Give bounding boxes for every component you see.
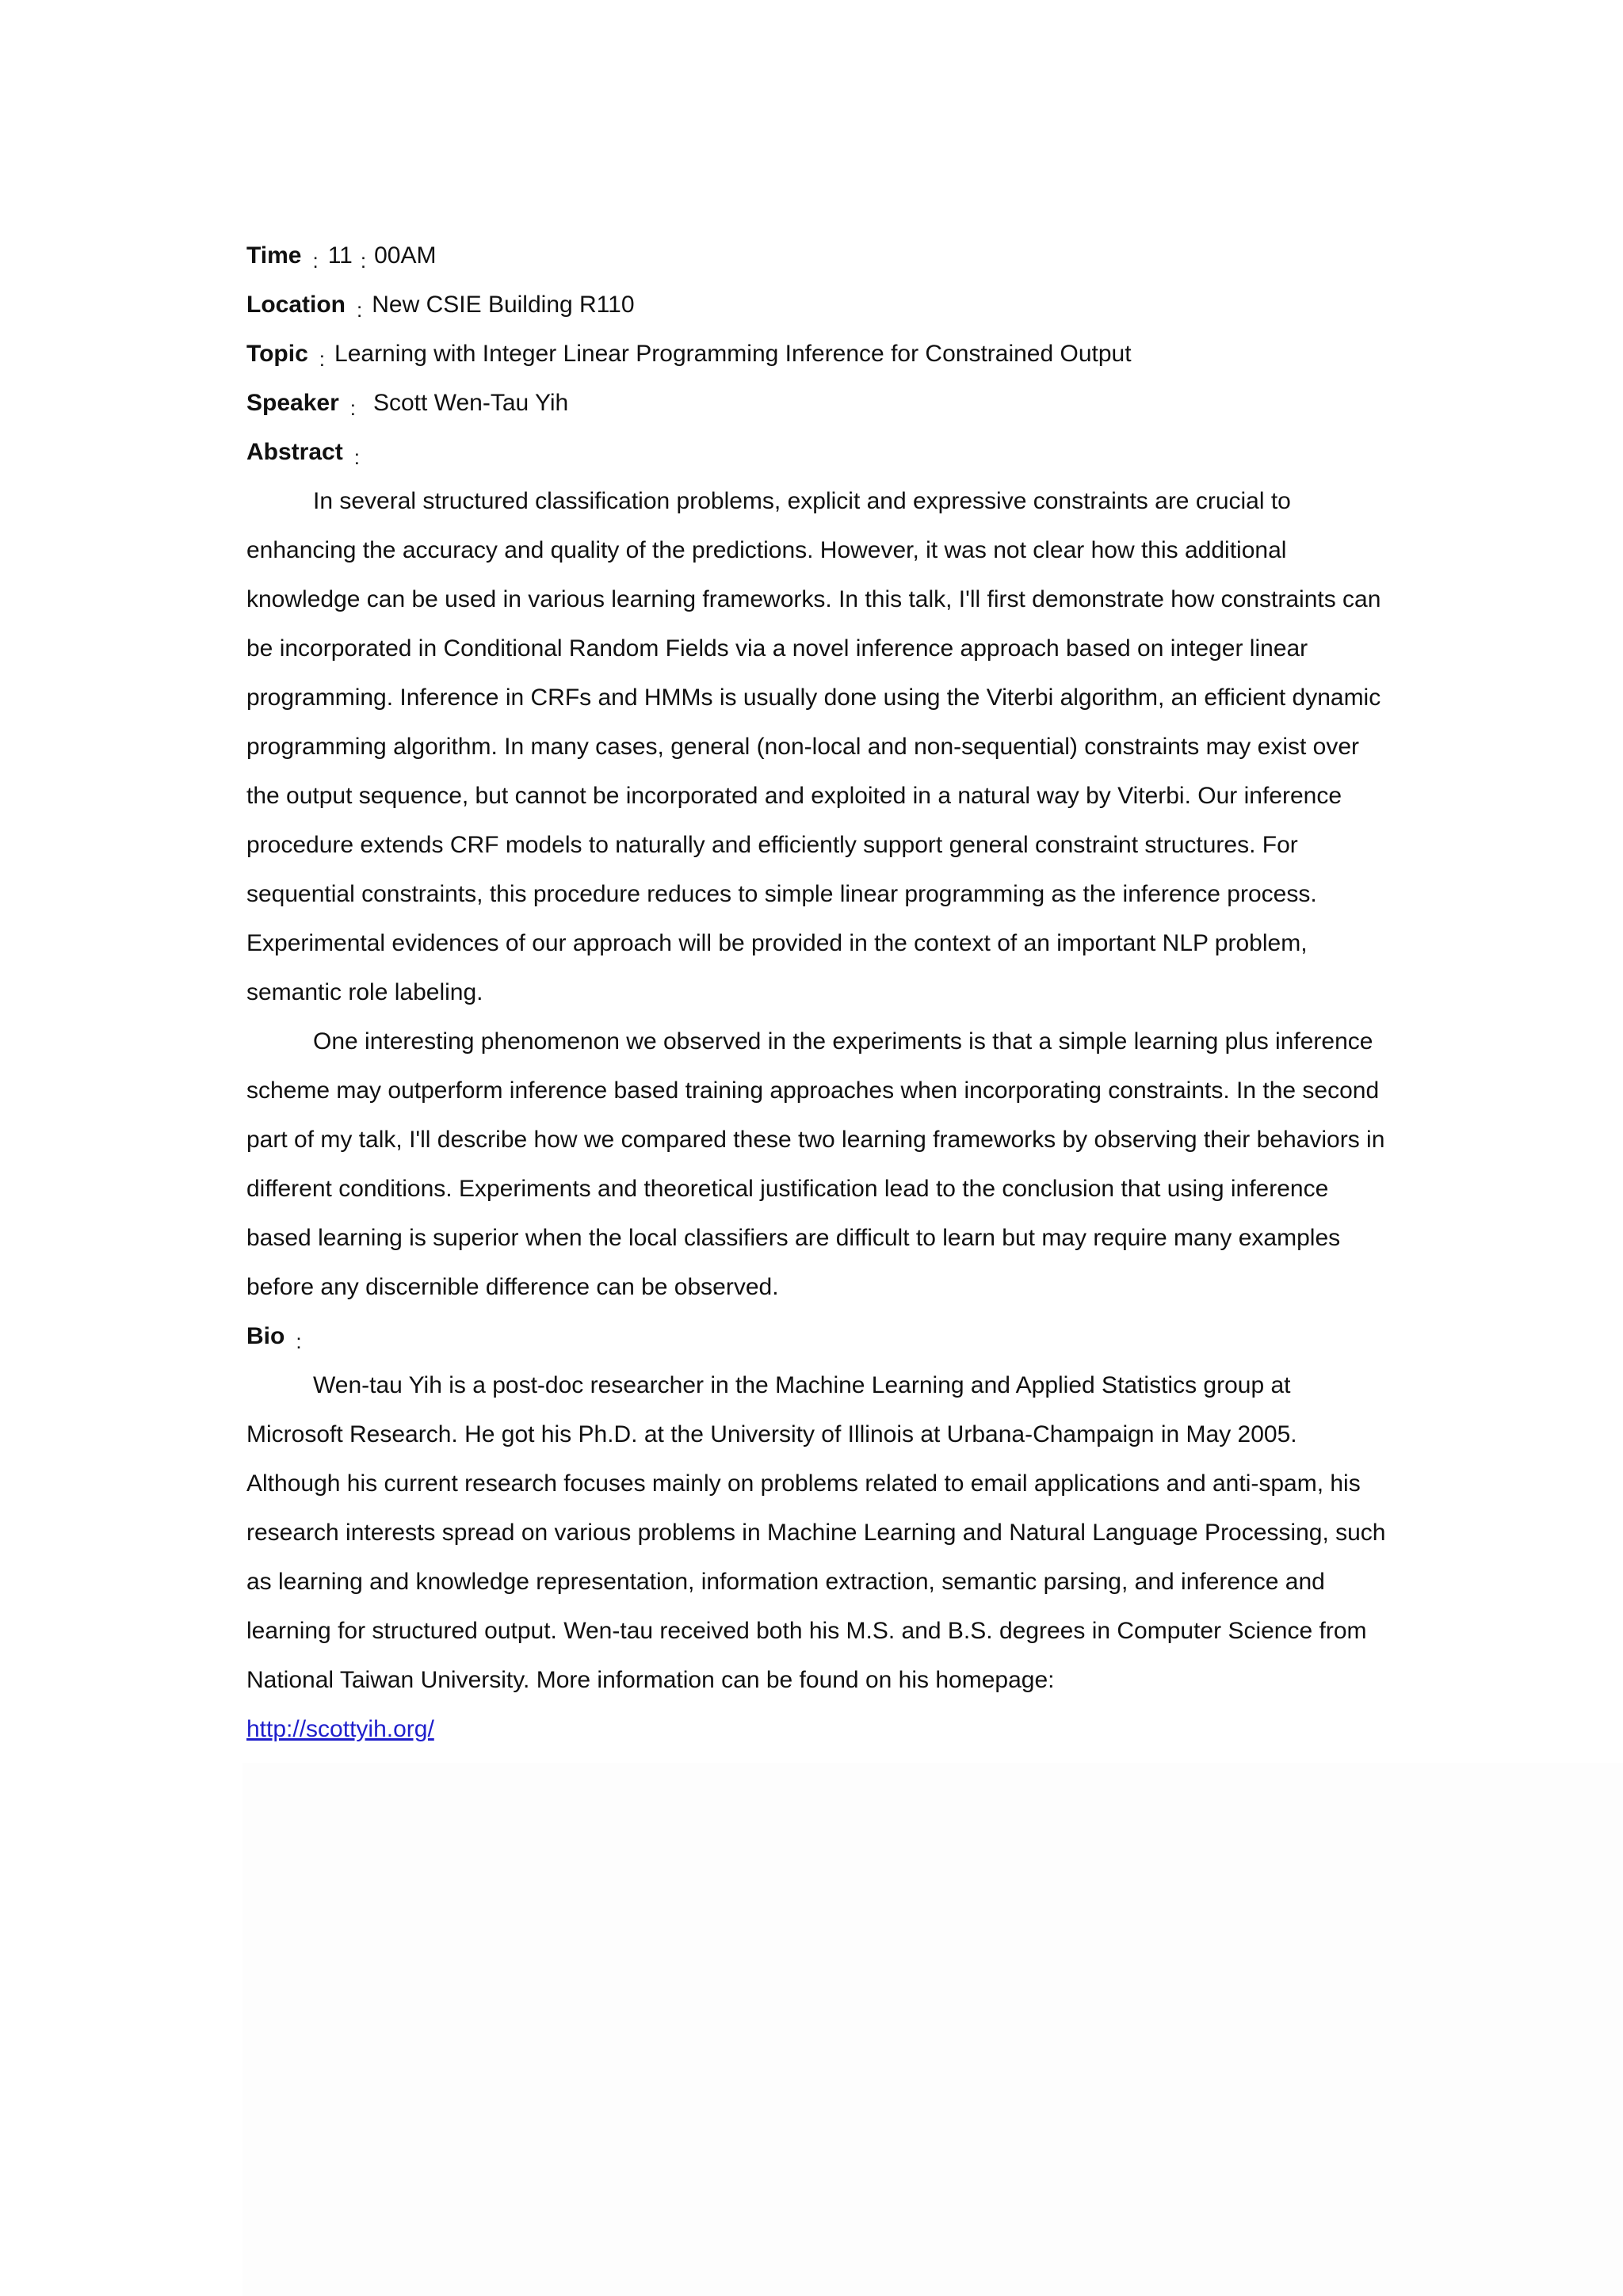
location-label: Location	[246, 292, 346, 318]
speaker-colon: :	[349, 396, 356, 420]
topic-colon: :	[319, 347, 326, 371]
time-value: 00AM	[374, 242, 437, 269]
time-hour: 11	[327, 242, 353, 269]
bio-colon: :	[296, 1329, 302, 1353]
speaker-label: Speaker	[246, 390, 339, 416]
bio-heading	[246, 1312, 1388, 1361]
speaker-line	[246, 379, 1388, 428]
abstract-paragraph: One interesting phenomenon we observed in the experiments is that a simple learning plus inference scheme may outperform inference based training approaches when incorporating constraints. In the second part of my talk, I'll describe how we compared these two learning frameworks by observing their behaviors in different conditions. Experiments and theoretical justification lead to the conclusion that using inference based learning is superior when the local classifiers are difficult to learn but may require many examples before any discernible difference can be observed.	[246, 1028, 1385, 1300]
homepage-link[interactable]: http://scottyih.org/	[246, 1716, 434, 1742]
time-colon: :	[312, 249, 319, 273]
topic-value: Learning with Integer Linear Programming Inference for Constrained Output	[334, 341, 1132, 367]
speaker-value: Scott Wen-Tau Yih	[372, 390, 569, 416]
time-separator: :	[360, 249, 367, 273]
abstract-label: Abstract	[246, 439, 343, 465]
announcement-content	[246, 231, 1388, 1754]
time-label: Time	[246, 242, 302, 269]
background-region	[242, 1763, 1623, 2296]
topic-line	[246, 330, 1388, 379]
time-line	[246, 231, 1388, 280]
abstract-paragraph: In several structured classification problems, explicit and expressive constraints are crucial to enhancing the accuracy and quality of the predictions. However, it was not clear how this additional knowledge can be used in various learning frameworks. In this talk, I'll first demonstrate how constraints can be incorporated in Conditional Random Fields via a novel inference approach based on integer linear programming. Inference in CRFs and HMMs is usually done using the Viterbi algorithm, an efficient dynamic programming algorithm. In many cases, general (non-local and non-sequential) constraints may exist over the output sequence, but cannot be incorporated and exploited in a natural way by Viterbi. Our inference procedure extends CRF models to naturally and efficiently support general constraint structures. For sequential constraints, this procedure reduces to simple linear programming as the inference process. Experimental evidences of our approach will be provided in the context of an important NLP problem, semantic role labeling.	[246, 488, 1381, 1005]
location-line	[246, 280, 1388, 330]
location-colon: :	[357, 298, 363, 322]
bio-paragraph	[246, 1361, 1388, 1754]
topic-label: Topic	[246, 341, 308, 367]
location-value: New CSIE Building R110	[372, 292, 635, 318]
bio-text: Wen-tau Yih is a post-doc researcher in the Machine Learning and Applied Statistics group at Microsoft Research. He got his Ph.D. at the University of Illinois at Urbana-Champaign in May 2005. Although his current research focuses mainly on problems related to email applications and anti-spam, his research interests spread on various problems in Machine Learning and Natural Language Processing, such as learning and knowledge representation, information extraction, semantic parsing, and inference and learning for structured output. Wen-tau received both his M.S. and B.S. degrees in Computer Science from National Taiwan University. More information can be found on his homepage:	[246, 1372, 1386, 1693]
bio-label: Bio	[246, 1323, 285, 1349]
abstract-colon: :	[353, 445, 360, 469]
abstract-heading	[246, 428, 1388, 477]
